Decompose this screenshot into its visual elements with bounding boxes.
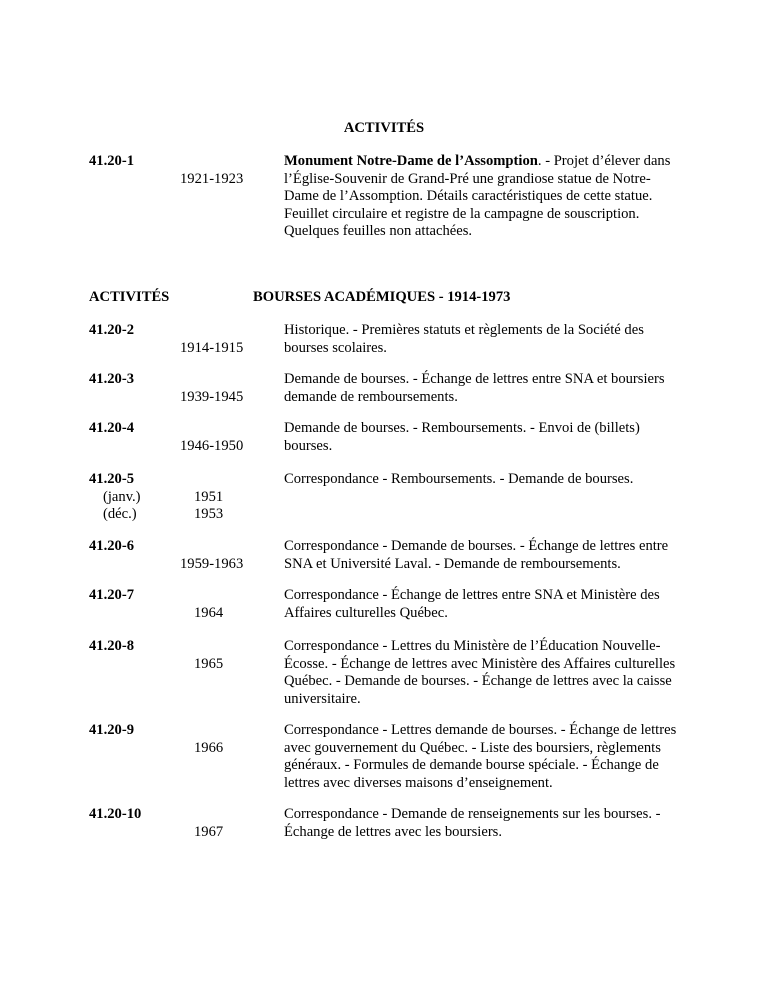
entry-title: Monument Notre-Dame de l’Assomption (284, 153, 538, 169)
entry-date: 1959-1963 (180, 556, 244, 572)
entry-description: Correspondance - Lettres demande de bourses. - Échange de lettres avec gouvernement du Québec. - Liste des boursiers, règlements généraux. - Formules de demande bourse spéciale. - Échange de lettres avec diverses maisons d’enseignement. (284, 722, 677, 791)
entry-description-text: . - Projet d’élever dans l’Église-Souvenir de Grand-Pré une grandiose statue de Notre-Dame de l’Assomption. Détails caractéristiques de cette statue. Feuillet circulaire et registre de la campagne de souscription. Quelques feuilles non attachées. (284, 153, 671, 239)
entry-description: Correspondance - Remboursements. - Demande de bourses. (284, 471, 634, 487)
entry-date: 1921-1923 (180, 171, 244, 187)
entry-code: 41.20-5 (89, 471, 134, 487)
entry-date: 1965 (194, 656, 224, 672)
entry-date: 1914-1915 (180, 340, 244, 356)
section-heading-bourses: BOURSES ACADÉMIQUES - 1914-1973 (253, 289, 511, 305)
entry-description: Demande de bourses. - Échange de lettres entre SNA et boursiers demande de remboursements. (284, 371, 665, 405)
entry-description: Correspondance - Échange de lettres entre SNA et Ministère des Affaires culturelles Québec. (284, 587, 660, 621)
entry-sub-label: (janv.) (103, 489, 141, 505)
entry-code: 41.20-3 (89, 371, 134, 387)
section-heading-activites: ACTIVITÉS (343, 120, 425, 136)
entry-code: 41.20-8 (89, 638, 134, 654)
entry-date: 1946-1950 (180, 438, 244, 454)
entry-date: 1966 (194, 740, 224, 756)
entry-description: Correspondance - Demande de bourses. - Échange de lettres entre SNA et Université Laval. - Demande de remboursements. (284, 538, 669, 572)
entry-date: 1939-1945 (180, 389, 244, 405)
entry-code: 41.20-6 (89, 538, 134, 554)
entry-code: 41.20-9 (89, 722, 134, 738)
entry-date: 1953 (194, 506, 224, 522)
entry-code: 41.20-1 (89, 153, 134, 169)
entry-code: 41.20-7 (89, 587, 134, 603)
entry-date: 1951 (194, 489, 224, 505)
entry-description: Historique. - Premières statuts et règlements de la Société des bourses scolaires. (284, 322, 644, 356)
left-heading-activites: ACTIVITÉS (89, 289, 170, 305)
entry-description: Correspondance - Demande de renseignements sur les bourses. - Échange de lettres avec les boursiers. (284, 806, 661, 840)
entry-date: 1964 (194, 605, 224, 621)
entry-date: 1967 (194, 824, 224, 840)
entry-description: Correspondance - Lettres du Ministère de l’Éducation Nouvelle-Écosse. - Échange de lettres avec Ministère des Affaires culturelles Québec. - Demande de bourses. - Échange de lettres avec la caisse universitaire. (284, 638, 676, 707)
entry-code: 41.20-4 (89, 420, 134, 436)
entry-description (284, 153, 684, 241)
entry-description: Demande de bourses. - Remboursements. - Envoi de (billets) bourses. (284, 420, 640, 454)
entry-code: 41.20-10 (89, 806, 142, 822)
entry-code: 41.20-2 (89, 322, 134, 338)
entry-sub-label: (déc.) (103, 506, 137, 522)
